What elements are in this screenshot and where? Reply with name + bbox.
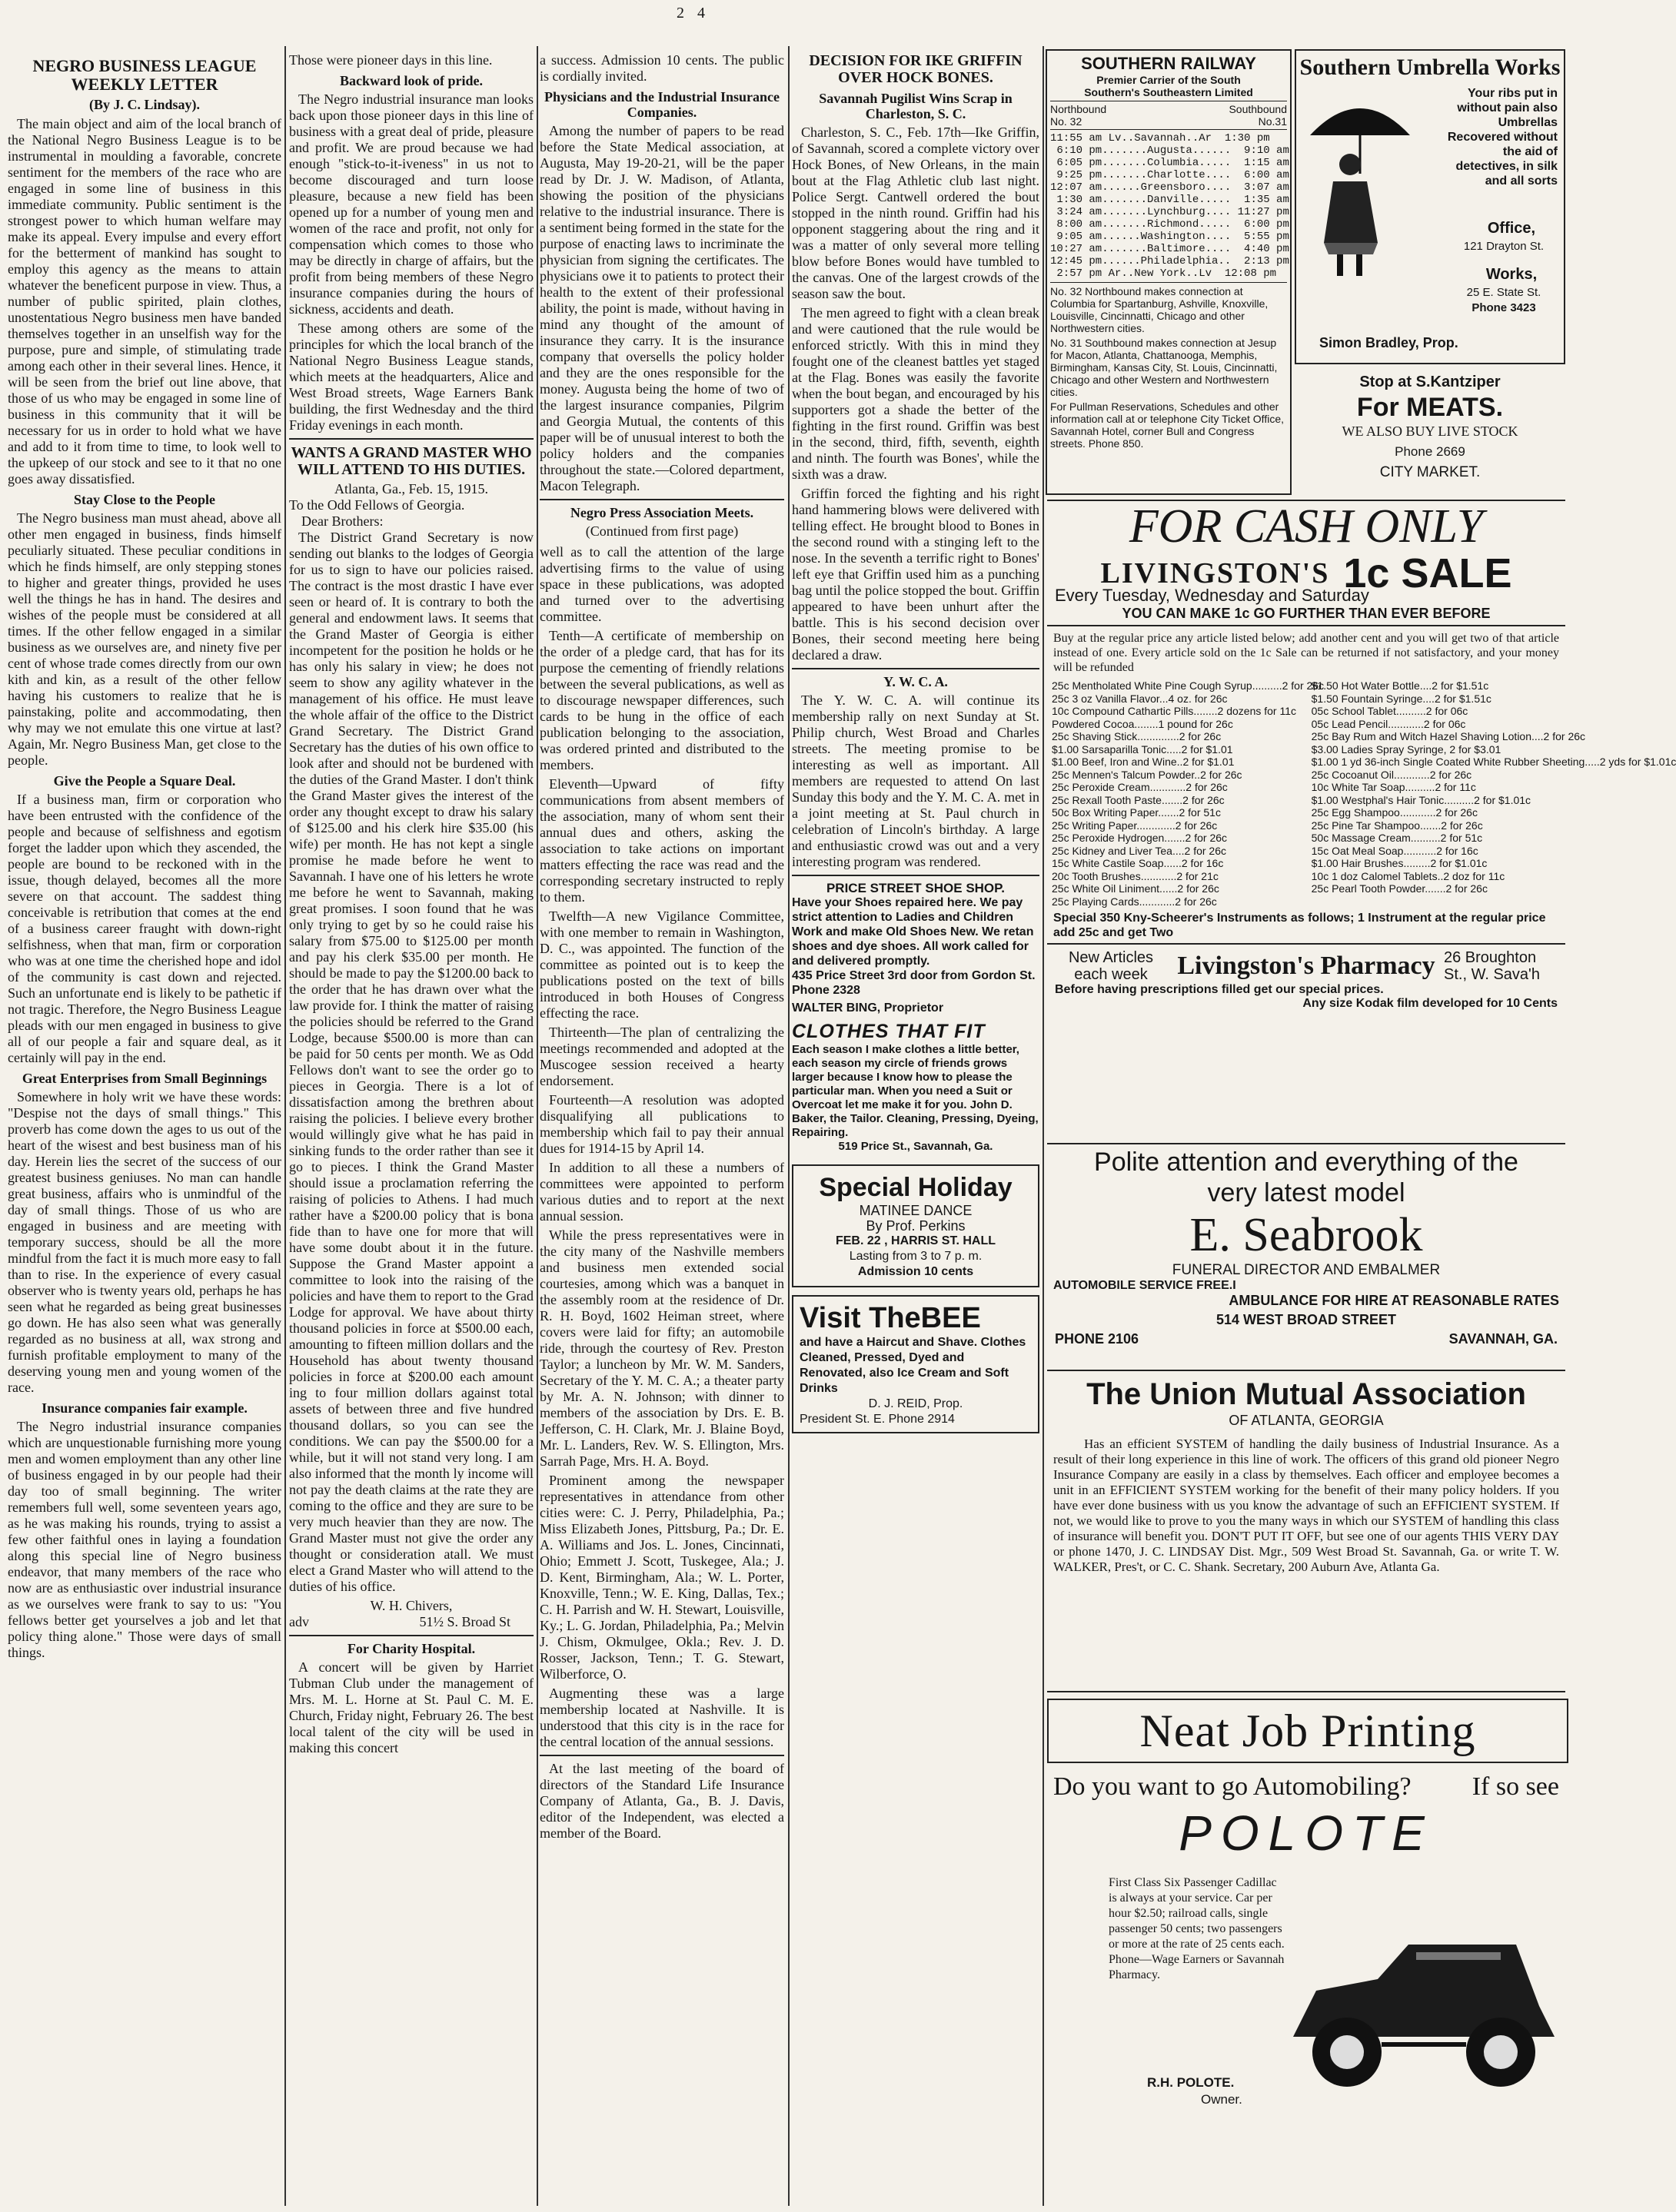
southbound-header: Southbound No.31 (1229, 103, 1287, 128)
column-rule (788, 46, 790, 2206)
ad-title: CLOTHES THAT FIT (792, 1021, 986, 1042)
addressee: To the Odd Fellows of Georgia. (289, 497, 465, 513)
paragraph: The Y. W. C. A. will continue its membership rally on next Sunday at St. Philip church, West Broad and Charles streets. The meeting promise to be interesting as well as important. All members are requested to attend On last Sunday this body and the Y. M. C. A. met in a joint meeting at St. Paul church in celebration of Lincoln's birthday. A large and enthusiastic crowd was out and a very interesting program was rendered. (792, 692, 1039, 869)
ad-title: The Union Mutual Association (1086, 1377, 1526, 1411)
sale-item-list (1047, 679, 1676, 908)
sale-item: $1.50 Fountain Syringe....2 for $1.51c (1311, 692, 1491, 705)
sale-item-row (1052, 806, 1561, 819)
sale-item-row (1052, 819, 1561, 832)
sale-item-row (1052, 743, 1561, 756)
paragraph: a success. Admission 10 cents. The public is cordially invited. (540, 52, 784, 84)
ad-title: Neat Job Printing (1139, 1705, 1476, 1756)
timetable-row: 3:24 am.......Lynchburg.... 11:27 pm (1050, 206, 1289, 218)
sale-item: 25c Rexall Tooth Paste.......2 for 26c (1052, 793, 1225, 806)
timetable-row: 9:25 pm.......Charlotte.... 6:00 am (1050, 169, 1289, 181)
paragraph: A concert will be given by Harriet Tubman Club under the management of Mrs. M. L. Horne at St. Paul C. M. E. Church, Friday night, February 26. The best local talent of the city will be used in making this concert (289, 1659, 534, 1755)
timetable-row: 12:07 am......Greensboro.... 3:07 am (1050, 181, 1289, 194)
sale-item: $1.00 Beef, Iron and Wine..2 for $1.01 (1052, 756, 1235, 768)
ad-title: POLOTE (1179, 1805, 1434, 1861)
section-heading: Give the People a Square Deal. (53, 773, 236, 789)
section-heading: Insurance companies fair example. (42, 1400, 248, 1416)
column-rule (284, 46, 286, 2206)
ad-line: Stop at S.Kantziper (1359, 374, 1501, 390)
column-2 (289, 52, 534, 2204)
paragraph: Thirteenth—The plan of centralizing the meetings recommended and adopted at the Muscogee session received a hearty endorsement. (540, 1025, 784, 1088)
ad-title: FOR CASH ONLY (1129, 500, 1484, 553)
ad-body: Your ribs put in without pain also Umbrellas Recovered without the aid of detectives, in silk and all sorts (1447, 87, 1558, 188)
job-printing-ad (1047, 1699, 1568, 1763)
ad-address: CITY MARKET. (1379, 464, 1481, 480)
paragraph: Tenth—A certificate of membership on the order of a pledge card, that has for its purpose the cementing of friendly relations between the several publications, as well as to discourage newspaper differences, such cards to be hung in the office of each publication belonging to the association, was ordered printed and distributed to the members. (540, 628, 784, 772)
paragraph: Somewhere in holy writ we have these words: "Despise not the days of small things." This proverb has come down the ages to us out of the heart of the wisest and best business man of his day. Herein lies the secret of the success of our greatest business geniuses. No man can handle great business, affairs who is unmindful of the day of small things. Those of us who are engaged in business and are meeting with temporary success, should be all the more mindful from the fact it is much more easy to fall than to rise. In the experience of every casual observer who is twenty years old, perhaps he has seen what he regarded as being great businesses go down. He has also seen what was generally regarded as no business at all, wax strong and furnish profitable employment to many of the deserving young men and young women of the race. (8, 1089, 281, 1395)
ad-title: E. Seabrook (1189, 1209, 1423, 1261)
sale-item: 15c Oat Meal Soap...........2 for 16c (1311, 844, 1478, 857)
ad-title: Southern Umbrella Works (1299, 55, 1561, 80)
paragraph: The Negro industrial insurance companies which are unquestionable furnishing more young men and women employment than any other line of business engaged in by our people had their day too of small beginning. The writer remembers full well, some seventeen years ago, as he was making his rounds, trying to assist a few other faithful ones in laying a foundation along this special line of Negro business endeavor, that many members of the race who now are as enthusiastic over industrial insurance as we ourselves were frank to say to us: "You fellows better get yourselves a job and let that policy thing alone." Those were days of small things. (8, 1419, 281, 1660)
sale-item: 25c Playing Cards............2 for 26c (1052, 895, 1217, 908)
sale-item: 10c Compound Cathartic Pills........2 dozens for 11c (1052, 705, 1297, 717)
sale-days: Every Tuesday, Wednesday and Saturday (1055, 586, 1369, 605)
divider (792, 875, 1039, 876)
page-header-marks (0, 3, 1569, 42)
holiday-dance-ad (792, 1164, 1039, 1287)
signature: W. H. Chivers, (370, 1598, 453, 1613)
ad-line: By Prof. Perkins (866, 1218, 966, 1234)
sale-item: 25c Egg Shampoo............2 for 26c (1311, 806, 1478, 819)
section-heading: Y. W. C. A. (883, 674, 948, 689)
sale-item: 25c Pine Tar Shampoo.......2 for 26c (1311, 819, 1483, 832)
ad-subtitle: OF ATLANTA, GEORGIA (1229, 1413, 1384, 1428)
ad-role: FUNERAL DIRECTOR AND EMBALMER (1172, 1262, 1441, 1278)
works-label: Works, (1485, 266, 1538, 283)
touring-car-illustration (1285, 1898, 1562, 2098)
sale-item: 25c Mentholated White Pine Cough Syrup..........2 for 26c (1052, 679, 1325, 692)
ad-subtitle: Southern's Southeastern Limited (1084, 86, 1253, 98)
timetable-header (1050, 101, 1287, 130)
sale-item-row (1052, 832, 1561, 845)
paragraph: These among others are some of the principles for which the local branch of the National Negro Business League stands, which meets at the headquarters, Alice and West Broad streets, Wage Earners Bank building, the first Wednesday and the third Friday evenings in each month. (289, 321, 534, 433)
ad-title: PRICE STREET SHOE SHOP. (826, 881, 1006, 895)
ad-title: SOUTHERN RAILWAY (1081, 54, 1256, 73)
dateline: Atlanta, Ga., Feb. 15, 1915. (334, 481, 488, 497)
ad-body: Have your Shoes repaired here. We pay strict attention to Ladies and Children Work and make Old Shoes New. We retan shoes and dye shoes. All work called for and delivered promptly. (792, 896, 1034, 968)
sale-item: 25c Peroxide Cream............2 for 26c (1052, 781, 1228, 793)
sale-item: $1.00 Hair Brushes.........2 for $1.01c (1311, 857, 1488, 869)
ad-line: very latest model (1207, 1178, 1405, 1207)
sale-item: 05c Lead Pencil............2 for 06c (1311, 717, 1466, 730)
ad-title: Special Holiday (819, 1173, 1013, 1202)
section-heading: Physicians and the Industrial Insurance Companies. (544, 89, 780, 120)
column-rule (1043, 46, 1044, 2206)
ad-signature: R.H. POLOTE. (1147, 2075, 1235, 2090)
note: No. 31 Southbound makes connection at Jesup for Macon, Atlanta, Chattanooga, Memphis, Birmingham, Kansas City, St. Louis, Cincinnatti, Chicago and other Western and Northwestern cities. (1050, 337, 1278, 398)
paragraph: At the last meeting of the board of directors of the Standard Life Insurance Company of Atlanta, Ga., B. J. Davis, editor of the Independent, was elected a member of the Board. (540, 1761, 784, 1841)
column-rule (537, 46, 538, 2206)
paragraph: Eleventh—Upward of fifty communications from absent members of the association, many of whom sent their annual dues and others, asking the association to take actions on important matters effecting the race was read and the corresponding secretary instructed to reply to them. (540, 776, 784, 905)
ad-headline-row (1047, 1768, 1565, 1806)
paragraph: Among the number of papers to be read before the State Medical association, at Augusta, May 19-20-21, will be the paper read by Dr. J. W. Madison, of Atlanta, showing the position of the physicians relative to the industrial insurance. There is a sentiment being formed in the state for the purpose of enacting laws to incriminate the physician from signing the certificates. The physicians owe it to patients to protect their health to the extent of their professional ability, the point is made, without having in mind any thought of the amount of insurance they carry. It is the insurance company that oversells the policy holder and they are the ones responsible for the money. Augusta being the home of two of the largest insurance companies, Pilgrim and Georgia Mutual, the contents of this paper will be of unusual interest to both the policy holders and the companies throughout the state.—Colored department, Macon Telegraph. (540, 123, 784, 493)
timetable-row: 12:45 pm......Philadelphia.. 2:13 pm (1050, 255, 1289, 267)
paragraph: The Negro business man must ahead, above all other men engaged in business, finds himself peculiarly situated. These peculiar conditions in which he finds himself, are only stepping stones to higher and greater things, provided he uses well the things he has in hand. The desires and wishes of the people must be considered at all times. If the other fellow engaged in a similar business as we ourselves are, and ninety five per cent of whose trade comes directly from our own kith and kin, as a result of the other fellow having his customers to realize that he is painstaking, polite and accommodating, then why may we not emulate this one virtue at last? Again, Mr. Negro Business Man, get close to the people. (8, 510, 281, 768)
ad-line: WE ALSO BUY LIVE STOCK (1342, 423, 1518, 439)
sale-item: 25c Bay Rum and Witch Hazel Shaving Lotion....2 for 26c (1311, 730, 1586, 742)
paragraph: Those were pioneer days in this line. (289, 52, 493, 68)
ad-line: MATINEE DANCE (859, 1203, 973, 1218)
ad-proprietor: WALTER BING, Proprietor (792, 1001, 944, 1015)
sale-item: Powdered Cocoa........1 pound for 26c (1052, 717, 1233, 730)
divider (289, 438, 534, 440)
livingston-sale-ad (1047, 500, 1676, 1144)
sale-item-row (1052, 730, 1586, 743)
timetable-rows (1050, 132, 1287, 280)
office-address: 121 Drayton St. (1463, 240, 1545, 253)
sale-item: 20c Tooth Brushes............2 for 21c (1052, 869, 1219, 882)
sale-item: 25c Shaving Stick..............2 for 26c (1052, 730, 1222, 742)
umbrella-works-ad (1295, 49, 1565, 364)
article-title: NEGRO BUSINESS LEAGUE WEEKLY LETTER (32, 56, 257, 94)
timetable-row: 6:05 pm.......Columbia..... 1:15 am (1050, 157, 1289, 169)
adv-mark: adv (289, 1614, 309, 1629)
article-title: WANTS A GRAND MASTER WHO WILL ATTEND TO HIS DUTIES. (291, 444, 532, 478)
sale-item (1312, 895, 1561, 908)
paragraph: Augmenting these was a large membership located at Nashville. It is understood that this city is in the race for the central location of the annual sessions. (540, 1686, 784, 1749)
paragraph: The main object and aim of the local branch of the National Negro Business League is to be instrumental in moulding a favorable, concrete sentiment for the members of the race who are engaged in some line of business in this immediate community. Public sentiment is the strongest power to which human welfare may make its appeal. Every impulse and every effort for the betterment of mankind has sought to employ this agency as the means to attain whatever the beneficent purpose in view. Thus, a number of public spirited, plain clothes, unostentatious Negro business men have banded themselves together in an unselfish way for the purpose, pure and simple, of stimulating trade among each other in their several lines. Hence, it will be seen from the brief out line above, that those of us who may be engaged in some line of business in this community that it will be necessary for us in order to hold what we have and add to it from time to time, to look well to the upkeep of our stock and see to it that no one goes away dissatisfied. (8, 116, 281, 487)
timetable-row: 6:10 pm.......Augusta...... 9:10 am (1050, 144, 1289, 157)
sale-item: 25c White Oil Liniment......2 for 26c (1052, 882, 1219, 895)
ad-body: Has an efficient SYSTEM of handling the daily business of Industrial Insurance. As a result of their long experience in this line of work. The officers of this grand old pioneer Negro Insurance Company are easily in a class by themselves. Each officer and employee becomes a unit in an EFFICIENT SYSTEM working for the benefit of their many policy holders. If you have ever done business with us you know the advantage of such an EFFICIENT SYSTEM. If not, we would like to prove to you the many ways in which our SYSTEM of handling this class of insurance will benefit you. DON'T PUT IT OFF, but see one of our agents THIS VERY DAY or phone 1470, J. C. LINDSAY Dist. Mgr., 509 West Broad St. Savannah, Ga. or write T. W. WALKER, Pres't, or C. C. Shank. Secretary, 200 Auburn Ave, Atlanta Ga. (1053, 1436, 1559, 1574)
ad-body: First Class Six Passenger Cadillac is always at your service. Car per hour $2.50; railroad calls, single passenger 50 cents; two passengers or more at the rate of 25 cents each. Phone—Wage Earners or Savannah Pharmacy. (1109, 1876, 1285, 1981)
paragraph: Prominent among the newspaper representatives in attendance from other cities were: C. J. Perry, Philadelphia, Pa.; Miss Elizabeth Jones, Pittsburg, Pa.; Dr. E. A. Williams and Jos. L. Jones, Cincinnati, Ohio; Emmett J. Scott, Tuskegee, Ala.; J. D. Kent, Birmingham, Ala.; W. L. Porter, Knoxville, Tenn.; W. E. King, Dallas, Tex.; C. H. Parrish and W. H. Stewart, Louisville, Ky.; L. G. Jordan, Philadelphia, Pa.; Melvin J. Chism, Okmulgee, Okla.; Rev. J. D. Rosser, Jackson, Tenn.; T. G. Stewart, Wilberforce, O. (540, 1473, 784, 1682)
sale-intro: Buy at the regular price any article listed below; add another cent and you will get two of that article instead of one. Every article sold on the 1c Sale can be returned if not satisfactory, and your money will be refunded (1053, 632, 1559, 674)
union-mutual-ad (1047, 1376, 1565, 1692)
timetable-row: 10:27 am.......Baltimore.... 4:40 pm (1050, 243, 1289, 255)
sale-item-row (1052, 705, 1561, 718)
ad-address: 435 Price Street 3rd door from Gordon St. Phone 2328 (792, 969, 1036, 997)
section-heading: Negro Press Association Meets. (570, 505, 754, 520)
paragraph: well as to call the attention of the large advertising firms to the value of using space in these publications, was adopted and turned over to the advertising committee. (540, 544, 784, 624)
article-title: DECISION FOR IKE GRIFFIN OVER HOCK BONES. (809, 52, 1023, 86)
kodak-note: Any size Kodak film developed for 10 Cents (1302, 997, 1558, 1010)
sale-item: $1.00 1 yd 36-inch Single Coated White Rubber Sheeting.....2 yds for $1.01c (1311, 756, 1676, 768)
timetable-row: 1:30 am.......Danville..... 1:35 am (1050, 194, 1289, 206)
sale-item-row (1052, 692, 1561, 706)
ad-address: President St. E. Phone 2914 (800, 1413, 955, 1426)
sale-item: $3.00 Ladies Spray Syringe, 2 for $3.01 (1311, 742, 1501, 756)
sale-item-row (1052, 756, 1676, 769)
column-4 (792, 52, 1039, 2204)
ad-line: Lasting from 3 to 7 p. m. (849, 1250, 983, 1263)
paragraph: If a business man, firm or corporation who have been entrusted with the confidence of the people and because of selfishness and egotism forget the ladder upon which they ascended, the people are bound to be reckoned with in the issue, though delayed, becomes all the more severe on that account. The saddest thing conceivable is retribution that comes at the end of a business career fraught with down-right selfishness, when that man, firm or corporation who was at one time the cherished hope and idol of the community is cast down and rejected. Such an unfortunate end is likely to be pathetic if not tragic. Therefore, the Negro Business League pleads with our men engaged in business to give all of our people a fair and square deal, as it certainly will pay in the end. (8, 792, 281, 1065)
ad-phone: PHONE 2106 (1055, 1331, 1139, 1347)
new-articles: New Articles each week (1068, 949, 1154, 983)
ad-body: Each season I make clothes a little better, each season my circle of friends grows larger because I know how to please the particular man. When you need a Suit or Overcoat let me make it for you. John D. Baker, the Tailor. Cleaning, Pressing, Dyeing, Repairing. (792, 1043, 1039, 1139)
ad-title: Visit TheBEE (800, 1302, 981, 1334)
sale-item: 10c White Tar Soap..........2 for 11c (1311, 781, 1476, 793)
ad-contact-row (1047, 1328, 1565, 1347)
sale-item: 50c Box Writing Paper.......2 for 51c (1052, 806, 1221, 819)
sale-item-row (1052, 870, 1561, 883)
paragraph: In addition to all these a numbers of committees were appointed to perform various duties and to report at the next annual session. (540, 1160, 784, 1224)
sale-item: 25c Pearl Tooth Powder.......2 for 26c (1311, 882, 1488, 895)
sale-item: 25c Mennen's Talcum Powder..2 for 26c (1052, 768, 1242, 781)
paragraph: The District Grand Secretary is now sending out blanks to the lodges of Georgia for us to sign to have our policies raised. The contract is the most drastic I have ever seen or heard of. It is contrary to both the general and endowment laws. It seems that the Grand Master of Georgia is either incompetent for the position he holds or he has only his salary in view; he does not seem to show any agility whatever in the management of his office. He must leave the whole affair of the office to the District Grand Secretary. The District Grand Secretary has the duties of his own office to look after and should not be burdened with the duties of the Grand Master. I don't think the Grand Master gives the interest of the order any thought except to draw his salary of $125.00 and his clerk hire $35.00 (his wife) per month. He has not kept a single promise he made before he went to Savannah. I have one of his letters he wrote me before he went to Savannah, making great promises. I soon found that he was only trying to get by so he could raise his salary from $75.00 to $125.00 per month and pay his clerk $35.00 per month. He should be made to pay the $1200.00 back to the order that he has drawn over what the law provide for. I think the matter of raising the policies should be referred to the Grand Lodge, because $500.00 is more than can be paid for 50 cents per month. We as Odd Fellows don't want to see the order go to pieces in Georgia. There is a lot of dissatisfaction among the brethren about raising the policies. I believe every brother would willingly give what he has paid in sinking funds to the order rather than see it go to pieces. I think the Grand Master should issue a proclamation referring the raising of policies to Athens. I had much rather have a $200.00 policy that is bona fide than to have one for more that will have some doubt about it in the future. Suppose the Grand Master appoint a committee to look into the raising of the policies and have them to report to the Grad Lodge for approval. We have about thirty thousand policies in force at $500.00 each, amounting to fifteen million dollars and the Household has about twenty thousand policies in force at $200.00 each amount ing to four million dollars against total assets of between three and five hundred thousand dollars, so you can see the conditions. We can pay the $500.00 for a while, but it will not stand very long. I am also informed that the month ly income will not pay the death claims at the rate they are coming to the office and they are sure to be very much heavier than they are now. The Grand Master must not give the order any thought or consideration atall. We must elect a Grand Master who will attend to the duties of his office. (289, 530, 534, 1594)
continued-note: (Continued from first page) (585, 523, 739, 539)
paragraph: Twelfth—A new Vigilance Committee, with one member to remain in Washington, D. C., was appointed. The function of the committee as pointed out is to keep the publications posted on the text of bills introduced in both Houses of Congress effecting the race. (540, 908, 784, 1021)
ad-city: SAVANNAH, GA. (1448, 1331, 1558, 1347)
pharmacy-name: Livingston's Pharmacy (1177, 952, 1435, 980)
salutation: Dear Brothers: (301, 513, 384, 529)
signature-address: 51½ S. Broad St (419, 1614, 510, 1629)
ad-title: For MEATS. (1356, 393, 1504, 422)
sale-item: 25c Peroxide Hydrogen.......2 for 26c (1052, 832, 1228, 844)
phone-number: Phone 3423 (1471, 301, 1536, 314)
byline: (By J. C. Lindsay). (88, 97, 201, 112)
paragraph: The Negro industrial insurance man looks back upon those pioneer days in this line of business with a great deal of pride, pleasure and profit. We are proud because we had enough "stick-to-it-iveness" in us not to become discouraged and turn loose pleasure, because a new field has been opened up for a number of young men and women of the race and profit, not only for compensation which comes to those who may be directly in charge of affairs, but the profit from being members of these Negro insurance companies during the hours of sickness, accidents and death. (289, 91, 534, 317)
shoe-shop-ad (792, 881, 1039, 1015)
section-heading: Great Enterprises from Small Beginnings (22, 1071, 268, 1086)
sale-item-row (1052, 845, 1561, 858)
sale-item: $1.50 Hot Water Bottle....2 for $1.51c (1311, 679, 1489, 692)
page-number-mark: 2 4 (677, 5, 710, 22)
sale-item: 10c 1 doz Calomel Tablets..2 doz for 11c (1311, 869, 1505, 882)
note: No. 32 Northbound makes connection at Columbia for Spartanburg, Ashville, Knoxville, Louisville, Cincinnatti, Chicago and other Northwestern cities. (1050, 285, 1269, 334)
timetable-notes (1050, 282, 1287, 450)
ad-line: FEB. 22 , HARRIS ST. HALL (835, 1234, 996, 1247)
umbrella-lady-illustration (1302, 89, 1418, 281)
column-3 (540, 52, 784, 2204)
ad-line: Admission 10 cents (857, 1265, 974, 1278)
divider (540, 499, 784, 500)
timetable-row: 8:00 am.......Richmond..... 6:00 pm (1050, 218, 1289, 231)
sale-item: 25c Cocoanut Oil............2 for 26c (1311, 768, 1472, 781)
sale-item-row (1052, 895, 1561, 908)
sale-item: 05c School Tablet..........2 for 06c (1311, 705, 1468, 717)
proprietor: Simon Bradley, Prop. (1319, 335, 1458, 350)
sale-item-row (1052, 794, 1561, 807)
sale-item: 25c 3 oz Vanilla Flavor...4 oz. for 26c (1052, 692, 1228, 705)
section-heading: Backward look of pride. (339, 73, 483, 88)
paragraph: Charleston, S. C., Feb. 17th—Ike Griffin, of Savannah, scored a complete victory over Hock Bones, of New Orleans, in the main bout at the Flag Athletic club last night. Police Sergt. Cantwell ordered the bout stopped in the ninth round. Griffin had his opponent staggering about the ring and it was a matter of only several more telling blow before Bones would have tumbled to the canvas. One of the largest crowds of the season saw the bout. (792, 125, 1039, 301)
sale-item-row (1052, 679, 1561, 692)
ad-proprietor: D. J. REID, Prop. (868, 1397, 963, 1410)
ad-line: Do you want to go Automobiling? (1053, 1772, 1412, 1801)
sale-item: 25c Writing Paper.............2 for 26c (1052, 819, 1218, 832)
bee-ad (792, 1295, 1039, 1433)
sale-item-row (1052, 718, 1561, 731)
paragraph: Fourteenth—A resolution was adopted disqualifying all publications to membership which fail to pay their annual dues for 1914-15 by April 14. (540, 1092, 784, 1156)
timetable-row: 9:05 am......Washington.... 5:55 pm (1050, 231, 1289, 243)
paragraph: Griffin forced the fighting and his right hand hammering blows were delivered with telling effect. He brought blood to Bones in the second round with a stinging left to the nose. In the seventh a terrific right to Bones' left eye that Griffin used him as a punching bag until the police stopped the bout. Griffin appeared to have been unhurt after the battle. This is his second decision over Bones, their second meeting here being declared a draw. (792, 486, 1039, 663)
divider (289, 1635, 534, 1636)
divider (792, 668, 1039, 669)
meats-ad (1295, 369, 1565, 492)
northbound-header: Northbound No. 32 (1050, 103, 1107, 128)
clothes-ad (792, 1020, 1039, 1154)
timetable-row: 11:55 am Lv..Savannah..Ar 1:30 pm (1050, 132, 1270, 144)
note: For Pullman Reservations, Schedules and other information call at or telephone City Ticket Office, Savannah Hotel, corner Bull and Congress streets. Phone 850. (1050, 400, 1284, 450)
sale-item-row (1052, 857, 1561, 870)
divider (540, 1755, 784, 1756)
sale-item: 15c White Castile Soap......2 for 16c (1052, 857, 1224, 869)
ad-subtitle: Premier Carrier of the South (1096, 74, 1241, 86)
signature-row (289, 1614, 534, 1630)
sale-item: 50c Massage Cream..........2 for 51c (1311, 832, 1483, 844)
section-heading: For Charity Hospital. (347, 1641, 476, 1656)
sale-item-row (1052, 882, 1561, 895)
sale-tagline: YOU CAN MAKE 1c GO FURTHER THAN EVER BEFORE (1047, 606, 1565, 626)
sale-item-row (1052, 769, 1561, 782)
article-subtitle: Savannah Pugilist Wins Scrap in Charleston, S. C. (819, 91, 1013, 121)
prescriptions-note: Before having prescriptions filled get our special prices. (1055, 983, 1384, 996)
store-name: LIVINGSTON'S (1100, 557, 1330, 590)
ad-address: 519 Price St., Savannah, Ga. (838, 1140, 993, 1153)
timetable-row: 2:57 pm Ar..New York..Lv 12:08 pm (1050, 267, 1277, 280)
ad-phone: Phone 2669 (1395, 444, 1465, 459)
southern-railway-ad (1046, 49, 1292, 495)
column-1 (8, 52, 281, 2204)
ad-line: If so see (1471, 1772, 1559, 1801)
special-offer: Special 350 Kny-Scheerer's Instruments as follows; 1 Instrument at the regular price add 25c and get Two (1053, 912, 1546, 939)
office-label: Office, (1487, 220, 1536, 237)
works-address: 25 E. State St. (1466, 286, 1541, 299)
pharmacy-address: 26 Broughton St., W. Sava'h (1444, 949, 1540, 983)
ad-line: AUTOMOBILE SERVICE FREE.I (1053, 1279, 1236, 1292)
paragraph: The men agreed to fight with a clean break and were cautioned that the rule would be enforced strictly. With this in mind they fought one of the cleanest battles yet staged at the Flag. Bones was easily the favorite when the bout began, and encouraged by his supporters got a shade the better of the fighting in the first round. Griffin was best in the second, third, fifth, seventh, eighth and ninth. The fourth was Bones', while the sixth was a draw. (792, 305, 1039, 482)
sale-item: 25c Kidney and Liver Tea....2 for 26c (1052, 844, 1226, 857)
seabrook-ad (1047, 1147, 1565, 1371)
ad-address: 514 WEST BROAD STREET (1215, 1312, 1397, 1327)
paragraph: While the press representatives were in the city many of the Nashville members and business men extended social courtesies, among which was a banquet in the assembly room at the residence of Dr. R. H. Boyd, 1602 Heiman street, where covers were laid for fifty; an automobile ride, through the courtesy of Rev. Preston Taylor; a luncheon by Mr. W. M. Sanders, Secretary of the Y. M. C. A.; a theater party by Mr. A. N. Johnson; with dinner to members of the association by Drs. E. B. Jefferson, C. H. Clark, Mr. J. Blaine Boyd, Mr. L. Landers, Rev. W. S. Ellington, Mrs. Sarrah Page, Mrs. H. A. Boyd. (540, 1227, 784, 1469)
sale-item-row (1052, 781, 1561, 794)
sale-item: $1.00 Sarsaparilla Tonic.....2 for $1.01 (1052, 742, 1233, 756)
ad-line: Polite attention and everything of the (1094, 1148, 1518, 1177)
ad-owner: Owner. (1201, 2092, 1242, 2107)
ad-body: and have a Haircut and Shave. Clothes Cleaned, Pressed, Dyed and Renovated, also Ice Cream and Soft Drinks (800, 1336, 1026, 1395)
sale-label: 1c SALE (1343, 550, 1512, 596)
polote-ad (1047, 1768, 1565, 2206)
pharmacy-banner (1047, 943, 1565, 983)
section-heading: Stay Close to the People (74, 492, 215, 507)
sale-item: $1.00 Westphal's Hair Tonic..........2 for $1.01c (1311, 793, 1531, 806)
ad-line: AMBULANCE FOR HIRE AT REASONABLE RATES (1229, 1293, 1559, 1308)
